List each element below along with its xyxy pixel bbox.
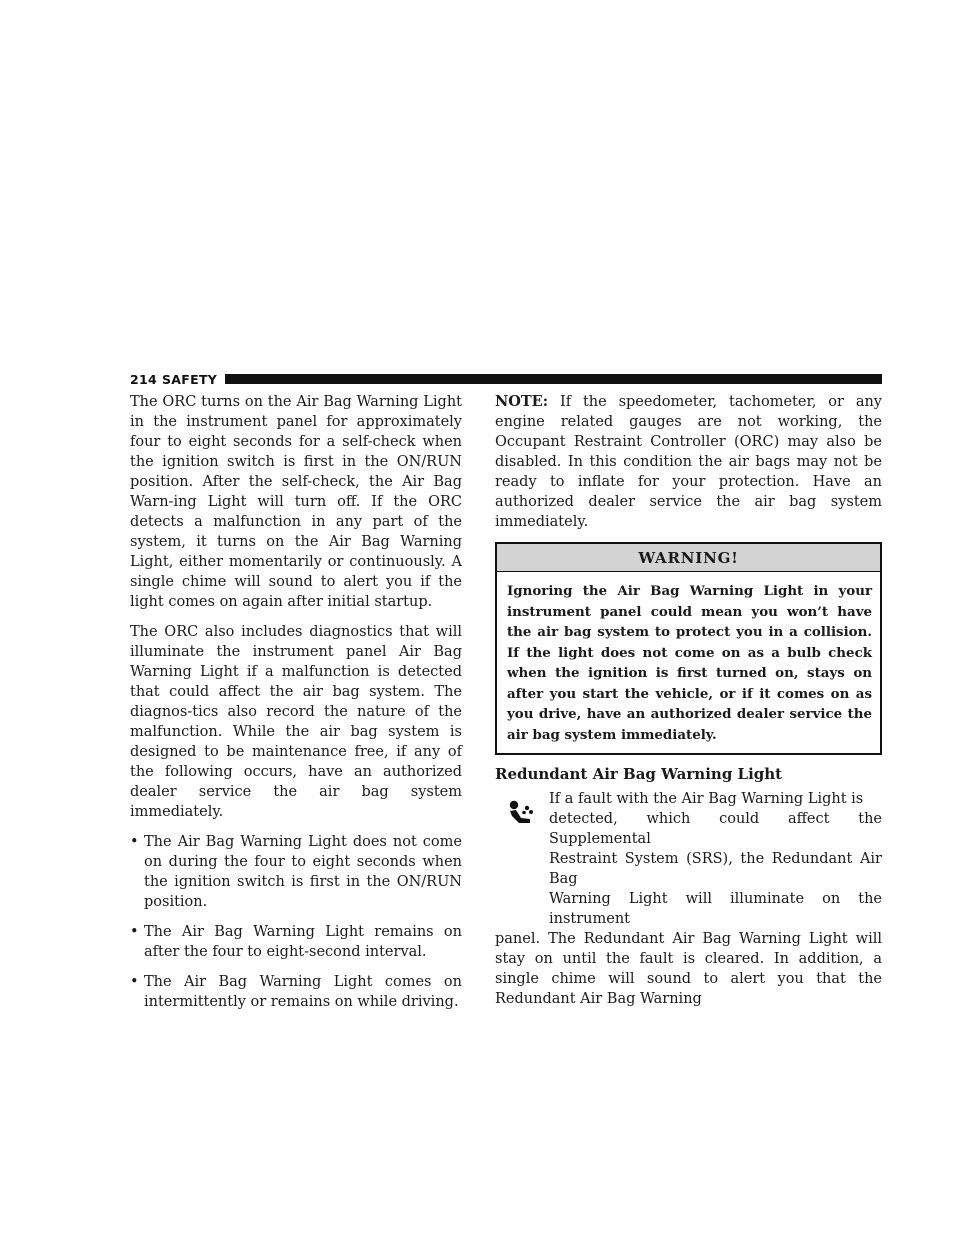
note-label: NOTE: xyxy=(495,393,549,410)
list-item xyxy=(130,922,462,962)
header-rule xyxy=(225,374,882,384)
note-text: If the speedometer, tachometer, or any engine related gauges are not working, the Occupant Restraint Controller (ORC) may also be disabled. In this condition the air bags may not be ready to inflate for your protection. Have an authorized dealer service the air bag system immediately. xyxy=(495,394,882,530)
bullet-icon: • xyxy=(130,834,139,850)
left-column xyxy=(130,392,462,1022)
bullet-icon: • xyxy=(130,974,139,990)
icon-line: Restraint System (SRS), the Redundant Air Bag xyxy=(549,851,882,887)
warning-box xyxy=(495,542,882,755)
redundant-light-paragraph xyxy=(495,789,882,929)
malfunction-list xyxy=(130,832,462,1012)
note-paragraph xyxy=(495,392,882,532)
section-heading: Redundant Air Bag Warning Light xyxy=(495,765,783,783)
icon-line: detected, which could affect the Supplemental xyxy=(549,811,882,847)
paragraph-orc-diagnostics: The ORC also includes diagnostics that will illuminate the instrument panel Air Bag Warning Light if a malfunction is detected that could affect the air bag system. The diagnos-tics also record the nature of the malfunction. While the air bag system is designed to be maintenance free, if any of the following occurs, have an authorized dealer service the air bag system immediately. xyxy=(130,624,462,820)
airbag-warning-icon xyxy=(507,799,535,827)
list-item-text: The Air Bag Warning Light comes on intermittently or remains on while driving. xyxy=(144,974,462,1010)
page-header xyxy=(130,372,882,386)
icon-line: Warning Light will illuminate on the instrument xyxy=(549,891,882,927)
list-item-text: The Air Bag Warning Light remains on after the four to eight-second interval. xyxy=(144,924,462,960)
icon-line: If a fault with the Air Bag Warning Light is xyxy=(549,791,864,807)
section-title: SAFETY xyxy=(162,371,218,387)
paragraph-orc-self-check: The ORC turns on the Air Bag Warning Light in the instrument panel for approximately four to eight seconds for a self-check when the ignition switch is first in the ON/RUN position. After the self-check, the Air Bag Warn-ing Light will turn off. If the ORC detects a malfunction in any part of the system, it turns on the Air Bag Warning Light, either momentarily or continuously. A single chime will sound to alert you if the light comes on again after initial startup. xyxy=(130,394,462,610)
warning-title: WARNING! xyxy=(497,544,880,572)
list-item-text: The Air Bag Warning Light does not come on during the four to eight seconds when the ignition switch is first in the ON/RUN position. xyxy=(144,834,462,910)
warning-text: Ignoring the Air Bag Warning Light in your instrument panel could mean you won’t have the air bag system to protect you in a collision. If the light does not come on as a bulb check when the ignition is first turned on, stays on after you start the vehicle, or if it comes on as you drive, have an authorized dealer service the air bag system immediately. xyxy=(507,583,872,743)
page-number: 214 xyxy=(130,371,157,387)
list-item xyxy=(130,972,462,1012)
bullet-icon: • xyxy=(130,924,139,940)
list-item xyxy=(130,832,462,912)
right-column xyxy=(495,392,882,1009)
continuation-paragraph: panel. The Redundant Air Bag Warning Light will stay on until the fault is cleared. In addition, a single chime will sound to alert you that the Redundant Air Bag Warning xyxy=(495,931,882,1007)
